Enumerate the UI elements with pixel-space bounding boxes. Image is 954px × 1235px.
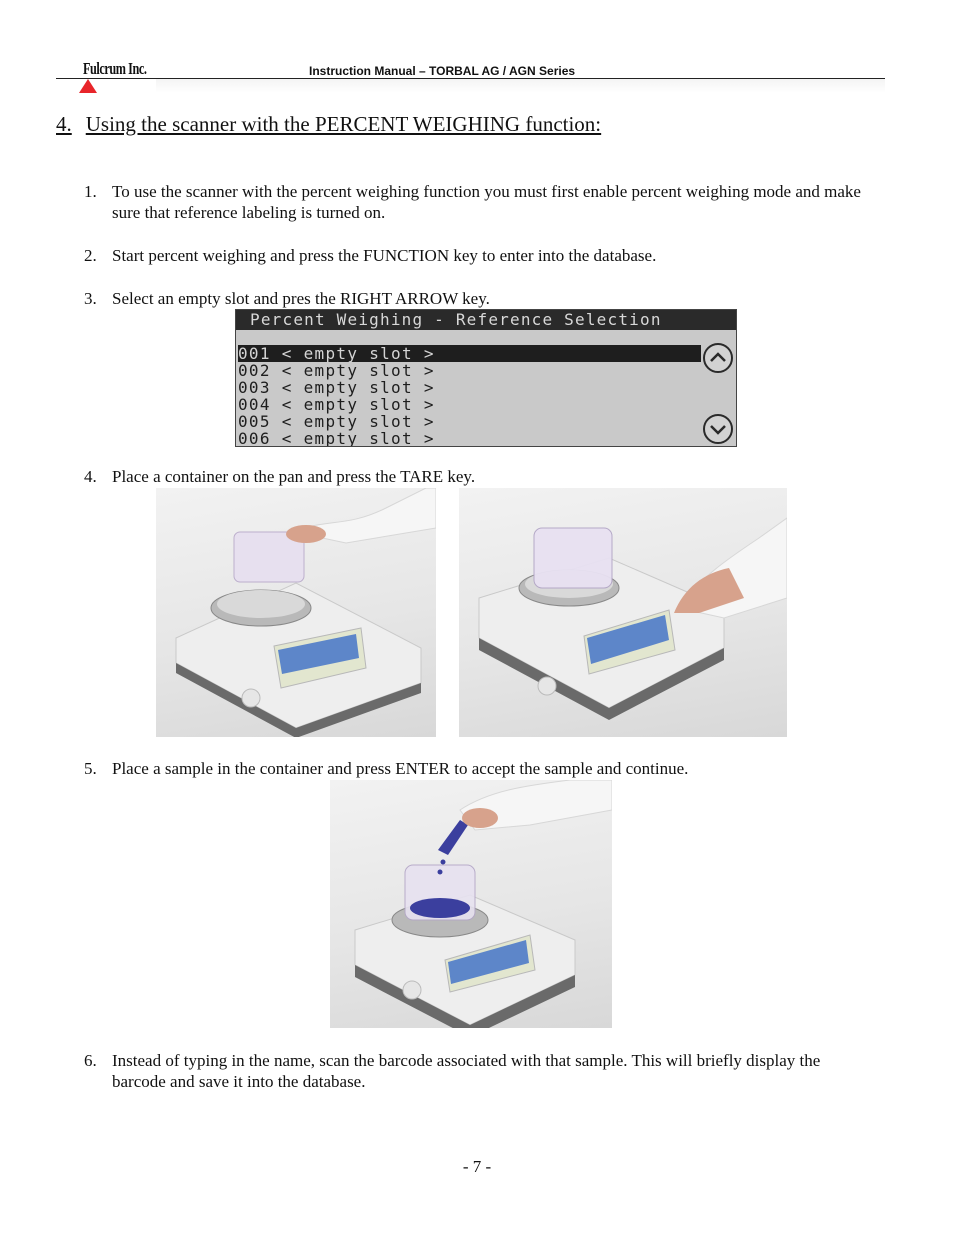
page-header xyxy=(56,56,885,96)
balance-scale-icon xyxy=(156,488,436,737)
step-number: 6. xyxy=(84,1051,97,1070)
selection-bar-cap xyxy=(699,345,701,362)
step-2 xyxy=(84,245,874,266)
step-3 xyxy=(84,288,874,309)
lcd-title: Percent Weighing - Reference Selection xyxy=(236,310,736,330)
lcd-row[interactable]: 006 < empty slot > xyxy=(238,429,435,447)
chevron-down-icon[interactable] xyxy=(703,414,733,444)
step-1 xyxy=(84,181,874,223)
step-number: 1. xyxy=(84,182,97,201)
step-number: 2. xyxy=(84,246,97,265)
header-shade xyxy=(156,79,885,93)
step-text: Start percent weighing and press the FUNCTION key to enter into the database. xyxy=(112,246,657,265)
photo-add-sample xyxy=(330,780,612,1028)
step-number: 4. xyxy=(84,467,97,486)
lcd-row[interactable]: 005 < empty slot > xyxy=(238,412,435,431)
step-text: To use the scanner with the percent weighing function you must first enable percent weighing mode and make sure that reference labeling is turned on. xyxy=(112,182,861,222)
lcd-row[interactable]: 002 < empty slot > xyxy=(238,361,435,380)
balance-scale-icon xyxy=(330,780,612,1028)
step-text: Select an empty slot and pres the RIGHT ARROW key. xyxy=(112,289,490,308)
lcd-screen xyxy=(235,309,737,447)
manual-title: Instruction Manual – TORBAL AG / AGN Series xyxy=(309,64,576,78)
page-number: - 7 - xyxy=(462,1157,492,1176)
section-number: 4. xyxy=(56,112,72,136)
step-4 xyxy=(84,466,874,487)
section-heading xyxy=(56,112,601,137)
step-number: 3. xyxy=(84,289,97,308)
photo-press-tare xyxy=(459,488,787,737)
header-rule xyxy=(56,78,885,79)
balance-scale-icon xyxy=(459,488,787,737)
step-5 xyxy=(84,758,874,779)
lcd-row[interactable]: 003 < empty slot > xyxy=(238,378,435,397)
lcd-row-selected[interactable]: 001 < empty slot > xyxy=(238,345,700,362)
company-logo: Fulcrum Inc. xyxy=(83,59,147,78)
section-title: Using the scanner with the PERCENT WEIGHING function: xyxy=(85,112,602,136)
step-text: Place a container on the pan and press the TARE key. xyxy=(112,467,476,486)
lcd-row[interactable]: 004 < empty slot > xyxy=(238,395,435,414)
photo-container-placed xyxy=(156,488,436,737)
chevron-up-icon[interactable] xyxy=(703,343,733,373)
logo-triangle-icon xyxy=(79,79,97,93)
step-text: Place a sample in the container and press ENTER to accept the sample and continue. xyxy=(112,759,689,778)
step-text: Instead of typing in the name, scan the barcode associated with that sample. This will briefly display the barcode and save it into the database. xyxy=(112,1051,821,1091)
step-6 xyxy=(84,1050,874,1092)
step-number: 5. xyxy=(84,759,97,778)
